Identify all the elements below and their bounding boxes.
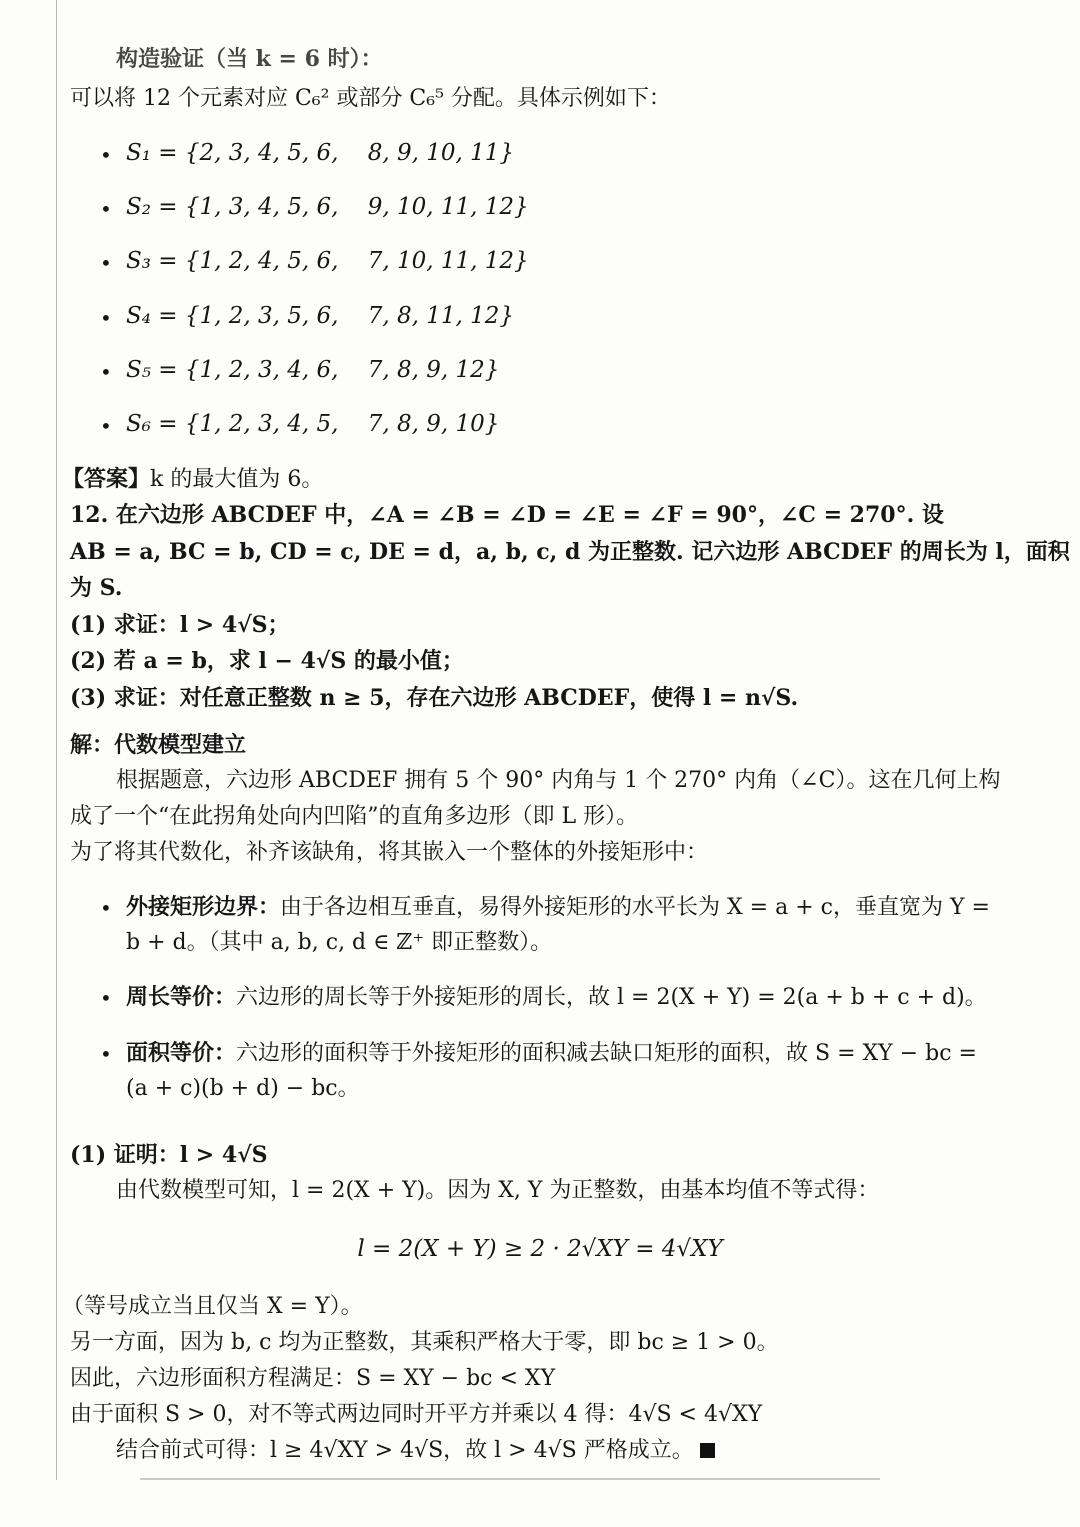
qed-square-icon [700,1443,715,1458]
bullet-area-cont: (a + c)(b + d) − bc。 [126,1076,360,1101]
bullet-icon: • [100,143,112,167]
problem-question-3: (3) 求证：对任意正整数 n ≥ 5，存在六边形 ABCDEF，使得 l = n√S. [70,685,799,711]
problem-question-1: (1) 求证：l > 4√S； [70,612,290,638]
answer-text: k 的最大值为 6。 [150,467,324,492]
set-s3: S₃ = {1, 2, 4, 5, 6, 7, 10, 11, 12} [126,248,529,274]
bullet-icon: • [100,197,112,221]
bullet-text: 六边形的面积等于外接矩形的面积减去缺口矩形的面积，故 S = XY − bc = [236,1041,977,1066]
problem-question-2: (2) 若 a = b，求 l − 4√S 的最小值； [70,648,464,674]
bullet-title: 面积等价： [126,1040,237,1066]
proof1-line-5: 由于面积 S > 0，对不等式两边同时开平方并乘以 4 得：4√S < 4√XY [70,1402,763,1427]
proof1-line-3: 另一方面，因为 b, c 均为正整数，其乘积严格大于零，即 bc ≥ 1 > 0。 [70,1330,779,1355]
bottom-rule [140,1478,880,1480]
proof1-heading: (1) 证明：l > 4√S [70,1142,268,1168]
bullet-icon: • [100,986,112,1010]
set-s1: S₁ = {2, 3, 4, 5, 6, 8, 9, 10, 11} [126,140,515,166]
bullet-area [126,1038,977,1069]
solution-paragraph-1a: 根据题意，六边形 ABCDEF 拥有 5 个 90° 内角与 1 个 270° 内角（∠C）。这在几何上构 [116,768,1001,793]
bullet-icon: • [100,414,112,438]
set-s4: S₄ = {1, 2, 3, 5, 6, 7, 8, 11, 12} [126,303,515,329]
bullet-icon: • [100,306,112,330]
bullet-icon: • [100,896,112,920]
construct-intro: 可以将 12 个元素对应 C₆² 或部分 C₆⁵ 分配。具体示例如下： [70,86,671,111]
bullet-title: 周长等价： [126,984,237,1010]
proof1-line-2: （等号成立当且仅当 X = Y）。 [62,1294,363,1319]
set-s2: S₂ = {1, 3, 4, 5, 6, 9, 10, 11, 12} [126,194,529,220]
proof1-formula: l = 2(X + Y) ≥ 2 · 2√XY = 4√XY [357,1236,723,1262]
bullet-icon: • [100,251,112,275]
problem-line-1: 12. 在六边形 ABCDEF 中，∠A = ∠B = ∠D = ∠E = ∠F = 90°，∠C = 270°. 设 [70,502,944,528]
solution-paragraph-1b: 成了一个“在此拐角处向内凹陷”的直角多边形（即 L 形）。 [70,804,639,829]
answer-tag: 【答案】 [62,466,151,492]
bullet-icon: • [100,1042,112,1066]
set-s5: S₅ = {1, 2, 3, 4, 6, 7, 8, 9, 12} [126,357,500,383]
bullet-rect-bounds [126,892,990,923]
bullet-rect-bounds-cont: b + d。（其中 a, b, c, d ∈ ℤ⁺ 即正整数）。 [126,930,553,955]
answer-line [62,464,323,495]
proof1-line-1: 由代数模型可知，l = 2(X + Y)。因为 X, Y 为正整数，由基本均值不等式得： [116,1178,880,1203]
bullet-icon: • [100,360,112,384]
bullet-perimeter [126,982,987,1013]
construct-heading: 构造验证（当 k = 6 时）： [116,46,383,72]
proof1-line-6: 结合前式可得：l ≥ 4√XY > 4√S，故 l > 4√S 严格成立。 [116,1438,694,1463]
solution-heading: 解：代数模型建立 [70,732,247,758]
proof1-line-4: 因此，六边形面积方程满足：S = XY − bc < XY [70,1366,556,1391]
set-s6: S₆ = {1, 2, 3, 4, 5, 7, 8, 9, 10} [126,411,500,437]
solution-paragraph-2: 为了将其代数化，补齐该缺角，将其嵌入一个整体的外接矩形中： [70,840,709,865]
bullet-text: 由于各边相互垂直，易得外接矩形的水平长为 X = a + c，垂直宽为 Y = [280,895,990,920]
proof1-line-6-wrap [116,1436,715,1466]
bullet-text: 六边形的周长等于外接矩形的周长，故 l = 2(X + Y) = 2(a + b + c + d)。 [236,985,987,1010]
problem-line-2: AB = a, BC = b, CD = c, DE = d，a, b, c, d 为正整数. 记六边形 ABCDEF 的周长为 l，面积 [70,539,1070,565]
problem-line-3: 为 S. [70,575,123,601]
bullet-title: 外接矩形边界： [126,894,281,920]
